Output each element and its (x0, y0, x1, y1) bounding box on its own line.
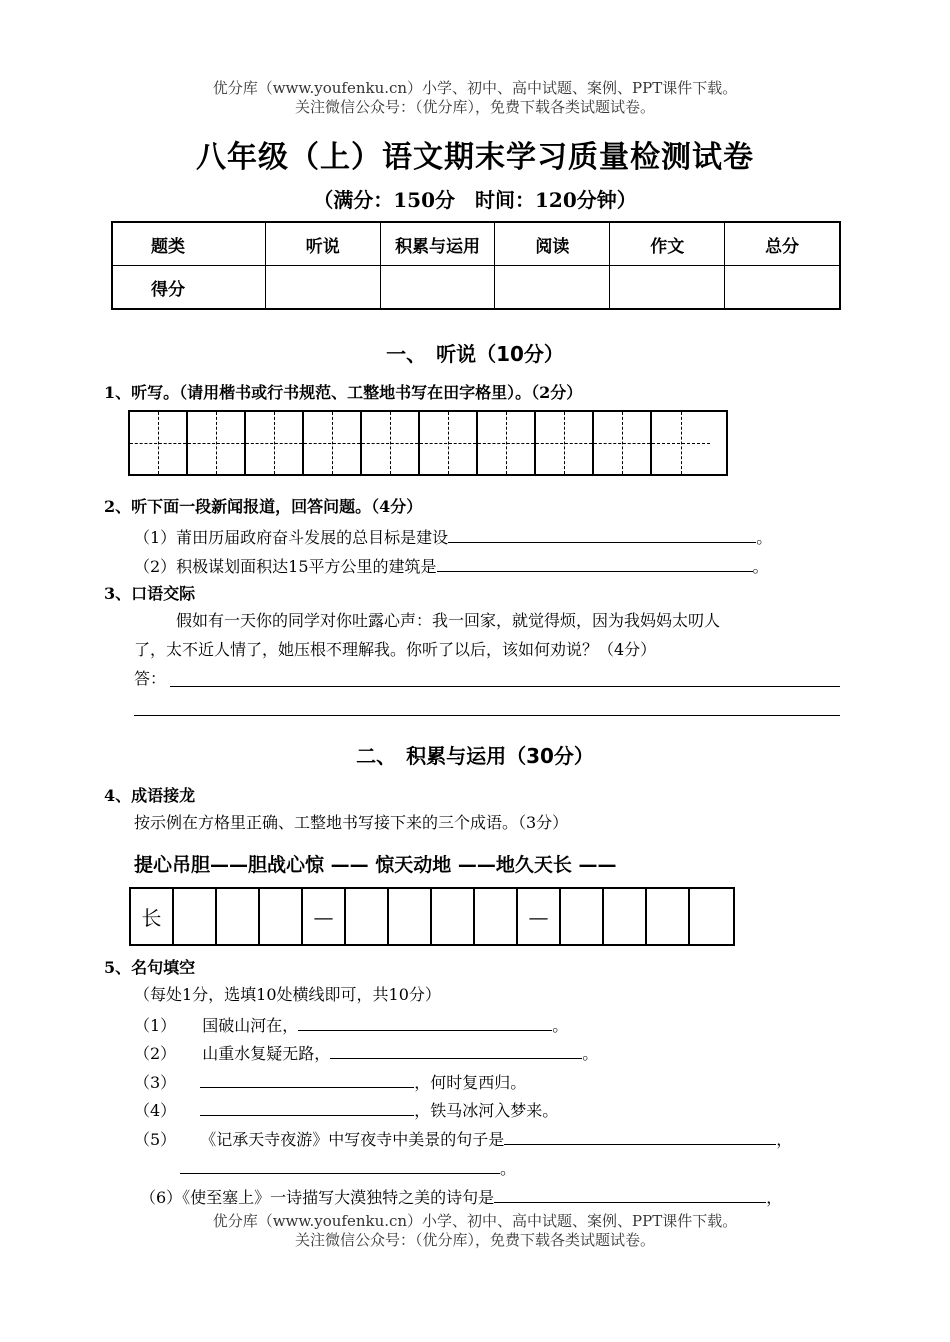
q5-item-num: （4） (134, 1101, 177, 1120)
q5-item-2-blank[interactable] (330, 1042, 582, 1059)
idiom-cell[interactable] (389, 889, 432, 944)
q5-item-after: 。 (500, 1159, 517, 1178)
page-subtitle: （满分：150分 时间：120分钟） (313, 188, 637, 212)
q3-answer-line2[interactable] (134, 715, 840, 716)
q5-item-6-text: （6）《使至塞上》一诗描写大漠独特之美的诗句是 (140, 1188, 495, 1207)
idiom-grid (129, 887, 735, 946)
idiom-cell[interactable]: 长 (131, 889, 174, 944)
tianzige-box[interactable] (304, 412, 362, 474)
idiom-cell-dash: — (303, 889, 346, 944)
q5-item-after: 。 (582, 1044, 599, 1063)
q5-item-4-blank[interactable] (200, 1099, 414, 1116)
q5-note: （每处1分，选填10处横线即可，共10分） (134, 985, 441, 1004)
q2-sub2-blank[interactable] (437, 555, 753, 572)
q5-item-before: 国破山河在， (202, 1016, 299, 1035)
page-title: 八年级（上）语文期末学习质量检测试卷 (196, 140, 754, 175)
tianzige-box[interactable] (188, 412, 246, 474)
q4-instruction: 按示例在方格里正确、工整地书写接下来的三个成语。（3分） (134, 813, 569, 832)
site-header-line2: 关注微信公众号：（优分库），免费下载各类试题试卷。 (294, 98, 655, 116)
idiom-cell[interactable] (217, 889, 260, 944)
score-table-score-row (112, 266, 840, 310)
site-footer-line2: 关注微信公众号：（优分库），免费下载各类试题试卷。 (294, 1231, 655, 1249)
q5-item-num: （1） (134, 1016, 177, 1035)
tianzige-box[interactable] (130, 412, 188, 474)
q5-item-before: 《记承天寺夜游》中写夜寺中美景的句子是 (200, 1130, 505, 1149)
score-cell-listening[interactable] (265, 266, 380, 310)
idiom-cell[interactable] (260, 889, 303, 944)
score-table-header-row (112, 222, 840, 266)
section2-title: 二、 积累与运用（30分） (356, 744, 594, 768)
q2-sub2-prefix: （2）积极谋划面积达15平方公里的建筑是 (134, 557, 437, 576)
q5-item-2 (134, 1042, 598, 1064)
q5-item-after: ， (766, 1188, 783, 1207)
q5-item-1-blank[interactable] (298, 1014, 552, 1031)
dictation-grid (128, 410, 728, 476)
idiom-cell[interactable] (174, 889, 217, 944)
score-header-accumulation: 积累与运用 (380, 222, 495, 266)
q5-item-3 (134, 1071, 526, 1093)
tianzige-box[interactable] (594, 412, 652, 474)
q2-text: 2、听下面一段新闻报道，回答问题。（4分） (104, 497, 423, 516)
score-cell-accumulation[interactable] (380, 266, 495, 310)
idiom-cell[interactable] (604, 889, 647, 944)
q5-item-before: 山重水复疑无路， (202, 1044, 331, 1063)
q2-sub2 (134, 555, 769, 577)
q5-item-num: （2） (134, 1044, 177, 1063)
q2-sub1 (134, 526, 772, 548)
q2-sub1-blank[interactable] (448, 526, 756, 543)
q1-text: 1、听写。（请用楷书或行书规范、工整地书写在田字格里）。（2分） (104, 383, 583, 402)
tianzige-box[interactable] (362, 412, 420, 474)
score-header-writing: 作文 (610, 222, 725, 266)
idiom-cell[interactable] (647, 889, 690, 944)
score-cell-writing[interactable] (610, 266, 725, 310)
q3-answer-label: 答： (134, 669, 167, 688)
score-cell-total[interactable] (725, 266, 840, 310)
q4-example-chain: 提心吊胆——胆战心惊 —— 惊天动地 ——地久天长 —— (134, 854, 617, 876)
score-row-label: 得分 (112, 266, 265, 310)
q2-sub2-suffix: 。 (752, 557, 769, 576)
q2-sub1-suffix: 。 (756, 528, 773, 547)
site-footer-line1: 优分库（www.youfenku.cn）小学、初中、高中试题、案例、PPT课件下载。 (212, 1212, 738, 1230)
score-header-total: 总分 (725, 222, 840, 266)
score-table (111, 221, 841, 310)
tianzige-box[interactable] (478, 412, 536, 474)
idiom-cell[interactable] (475, 889, 518, 944)
q3-paragraph-line2: 了，太不近人情了，她压根不理解我。你听了以后，该如何劝说？（4分） (134, 640, 657, 659)
tianzige-box[interactable] (652, 412, 710, 474)
q5-title: 5、名句填空 (104, 958, 196, 977)
tianzige-box[interactable] (536, 412, 594, 474)
score-cell-reading[interactable] (495, 266, 610, 310)
q3-title: 3、口语交际 (104, 584, 196, 603)
q5-item-1 (134, 1014, 568, 1036)
site-header-line1: 优分库（www.youfenku.cn）小学、初中、高中试题、案例、PPT课件下载。 (212, 79, 738, 97)
q5-item-6 (140, 1186, 782, 1208)
q5-item-5-line2 (180, 1157, 516, 1179)
idiom-cell[interactable] (346, 889, 389, 944)
q3-answer-line1[interactable] (170, 686, 840, 687)
q5-item-after: ，何时复西归。 (414, 1073, 527, 1092)
q5-item-5-blank[interactable] (504, 1128, 776, 1145)
idiom-cell[interactable] (561, 889, 604, 944)
q5-item-4 (134, 1099, 558, 1121)
idiom-cell-dash: — (518, 889, 561, 944)
q5-item-after: ， (776, 1130, 793, 1149)
q5-item-5-blank-2[interactable] (180, 1157, 500, 1174)
q2-sub1-prefix: （1）莆田历届政府奋斗发展的总目标是建设 (134, 528, 449, 547)
q5-item-5 (134, 1128, 792, 1150)
q5-item-num: （3） (134, 1073, 177, 1092)
q5-item-6-blank[interactable] (494, 1186, 766, 1203)
q5-item-after: 。 (552, 1016, 569, 1035)
score-header-reading: 阅读 (495, 222, 610, 266)
score-header-listening: 听说 (265, 222, 380, 266)
score-header-category: 题类 (112, 222, 265, 266)
q5-item-after: ，铁马冰河入梦来。 (414, 1101, 559, 1120)
tianzige-box[interactable] (246, 412, 304, 474)
q3-paragraph-line1: 假如有一天你的同学对你吐露心声：我一回家，就觉得烦，因为我妈妈太叨人 (176, 611, 721, 630)
section1-title: 一、 听说（10分） (386, 342, 564, 366)
q5-item-3-blank[interactable] (200, 1071, 414, 1088)
idiom-cell[interactable] (690, 889, 733, 944)
q5-item-num: （5） (134, 1130, 177, 1149)
idiom-cell[interactable] (432, 889, 475, 944)
tianzige-box[interactable] (420, 412, 478, 474)
q4-title: 4、成语接龙 (104, 786, 196, 805)
